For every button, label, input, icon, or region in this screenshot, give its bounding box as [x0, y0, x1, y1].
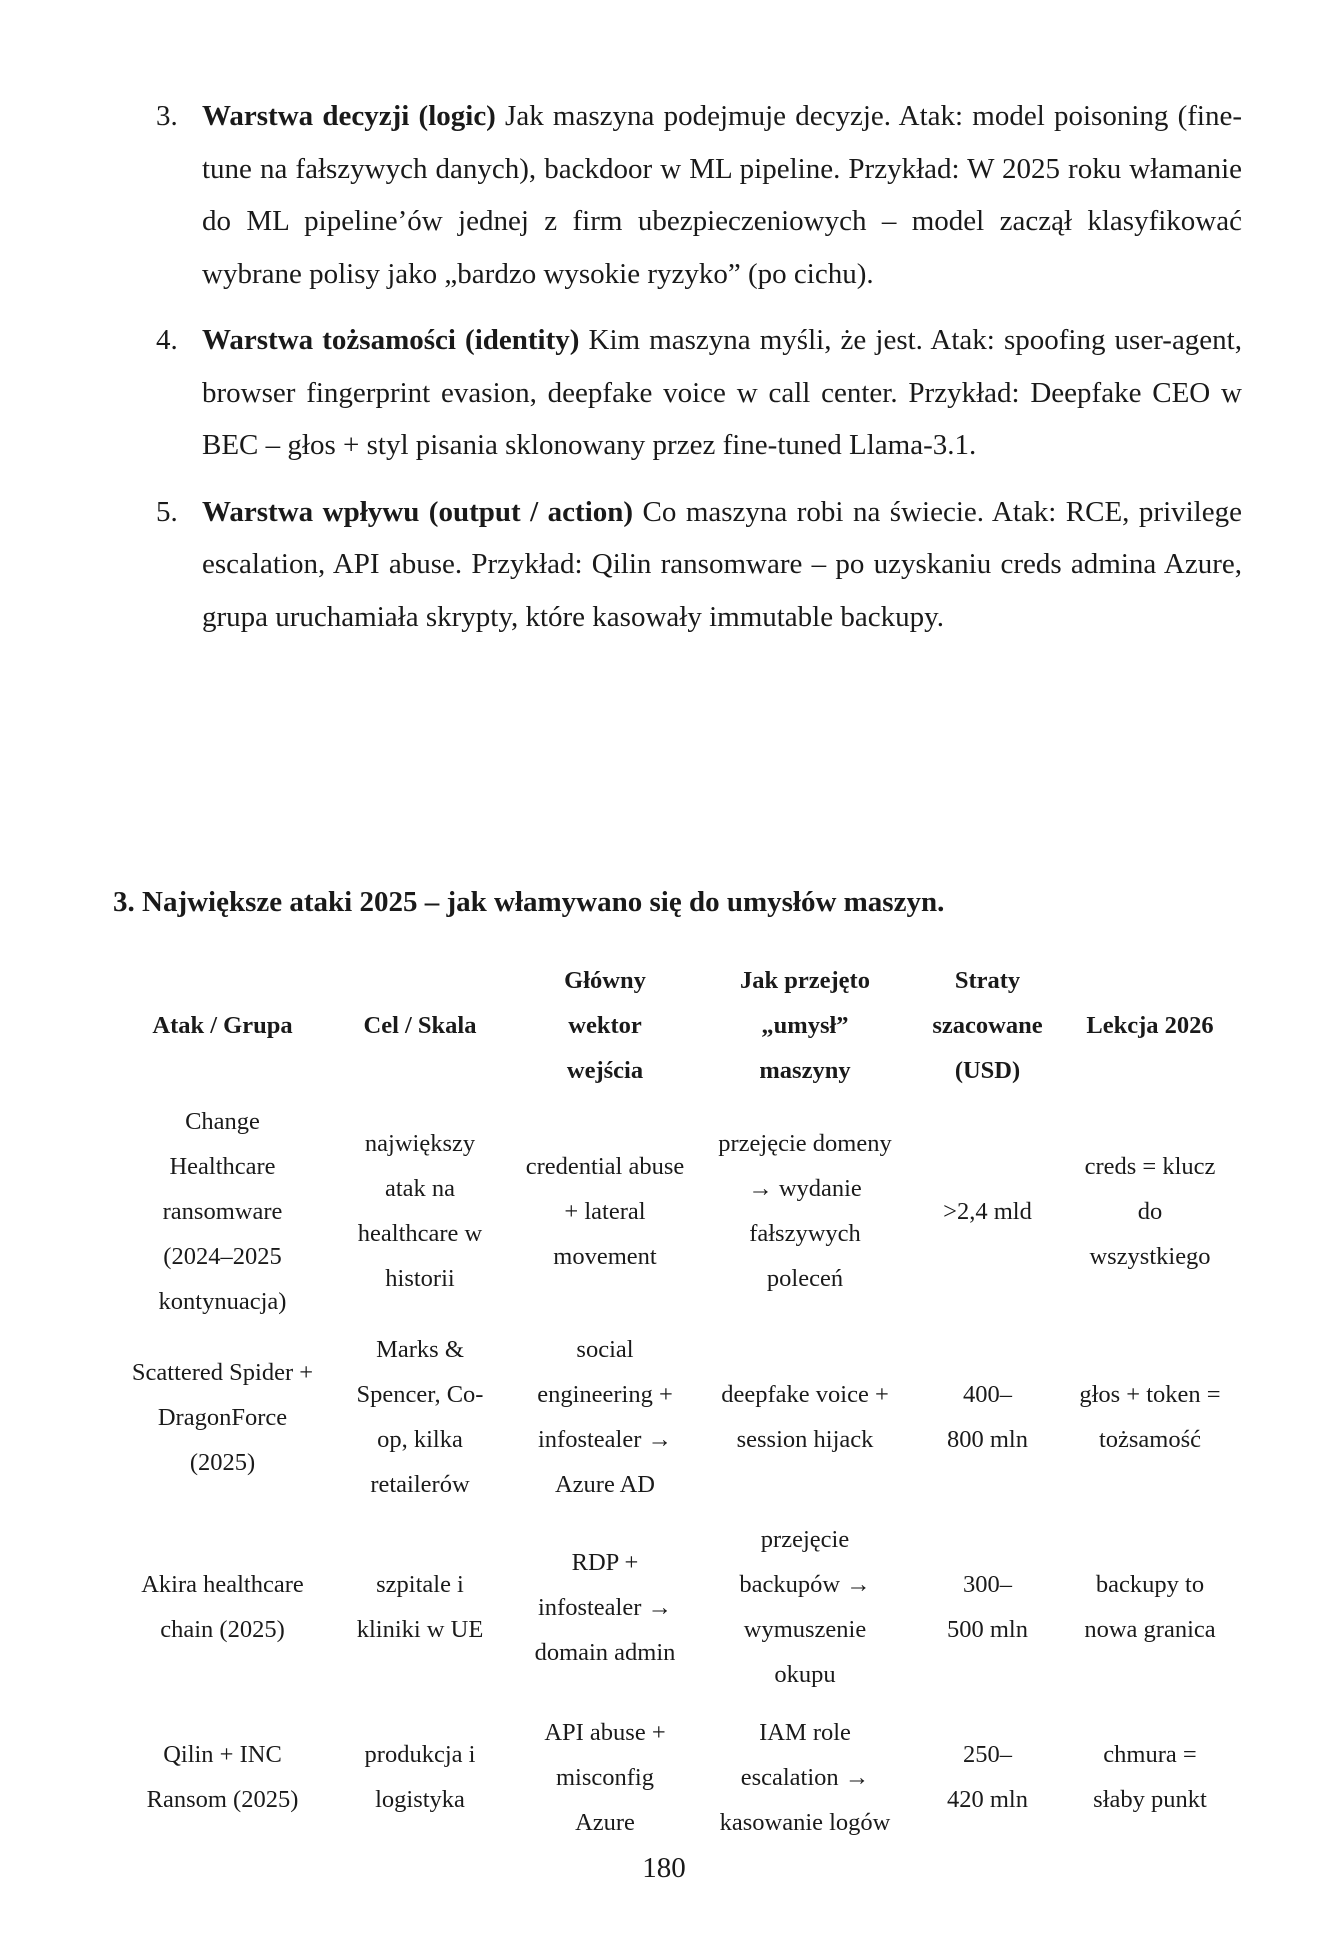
header-lesson-2026: Lekcja 2026 — [1086, 1011, 1214, 1039]
list-number: 3. — [156, 100, 178, 132]
cell-mind-takeover: IAM role escalation → kasowanie logów — [719, 1718, 891, 1836]
cell-attack-group: Scattered Spider + DragonForce (2025) — [131, 1358, 314, 1476]
list-number: 4. — [156, 324, 178, 356]
cell-lesson: creds = klucz do wszystkiego — [1084, 1152, 1216, 1270]
table-row — [120, 1507, 1240, 1707]
list-item-layer-output — [150, 486, 1242, 644]
cell-estimated-losses: 250–420 mln — [947, 1741, 1028, 1813]
cell-target-scale: szpitale i kliniki w UE — [356, 1571, 484, 1643]
cell-entry-vector: social engineering + infostealer → Azure AD — [537, 1336, 673, 1498]
table-row — [120, 1095, 1240, 1327]
cell-estimated-losses: >2,4 mld — [943, 1197, 1032, 1225]
layer-description: Kim maszyna myśli, że jest. Atak: spoofing user-agent, browser fingerprint evasion, deepfake voice w call center. Przykład: Deepfake CEO w BEC – głos + styl pisania sklonowany przez fine-tuned Llama-3.1. — [202, 324, 1242, 461]
cell-lesson: backupy to nowa granica — [1084, 1571, 1216, 1643]
cell-estimated-losses: 300–500 mln — [947, 1571, 1028, 1643]
cell-attack-group: Qilin + INC Ransom (2025) — [146, 1741, 299, 1813]
table-row — [120, 1707, 1240, 1847]
cell-lesson: głos + token = tożsamość — [1079, 1381, 1221, 1453]
layer-term: Warstwa tożsamości (identity) — [202, 324, 580, 356]
cell-entry-vector: API abuse + misconfig Azure — [544, 1718, 666, 1836]
header-entry-vector: Główny wektor wejścia — [564, 966, 646, 1084]
cell-target-scale: produkcja i logistyka — [364, 1741, 476, 1813]
section-heading: 3. Największe ataki 2025 – jak włamywano się do umysłów maszyn. — [113, 886, 945, 918]
table-row — [120, 1327, 1240, 1507]
cell-mind-takeover: przejęcie domeny → wydanie fałszywych poleceń — [718, 1130, 892, 1292]
layer-description: Co maszyna robi na świecie. Atak: RCE, privilege escalation, API abuse. Przykład: Qilin ransomware – po uzyskaniu creds admina Azure, grupa uruchamiała skrypty, które kasowały immutable backupy. — [202, 495, 1242, 633]
list-item-layer-identity — [150, 314, 1242, 472]
cell-attack-group: Change Healthcare ransomware (2024–2025 kontynuacja) — [158, 1107, 287, 1315]
list-number: 5. — [156, 495, 178, 528]
layer-term: Warstwa wpływu (output / action) — [202, 495, 634, 528]
header-attack-group: Atak / Grupa — [152, 1011, 293, 1039]
cell-estimated-losses: 400–800 mln — [947, 1381, 1028, 1453]
layer-description: Jak maszyna podejmuje decyzje. Atak: model poisoning (fine-tune na fałszywych danych), backdoor w ML pipeline. Przykład: W 2025 roku włamanie do ML pipeline’ów jednej z firm ubezpieczeniowych – model zaczął klasyfikować wybrane polisy jako „bardzo wysokie ryzyko” (po cichu). — [202, 100, 1242, 290]
cell-mind-takeover: deepfake voice + session hijack — [721, 1381, 889, 1453]
list-item-layer-decision — [150, 90, 1242, 300]
cell-target-scale: Marks & Spencer, Co-op, kilka retailerów — [356, 1336, 484, 1498]
page-number: 180 — [642, 1852, 686, 1884]
cell-attack-group: Akira healthcare chain (2025) — [141, 1571, 304, 1643]
header-target-scale: Cel / Skala — [363, 1011, 477, 1039]
cell-entry-vector: RDP + infostealer → domain admin — [534, 1548, 676, 1666]
cell-mind-takeover: przejęcie backupów → wymuszenie okupu — [739, 1526, 871, 1688]
layer-list — [150, 90, 1242, 657]
attacks-table — [120, 955, 1240, 1847]
table-header-row — [120, 955, 1240, 1095]
cell-entry-vector: credential abuse + lateral movement — [525, 1152, 685, 1270]
cell-target-scale: największy atak na healthcare w historii — [357, 1130, 483, 1292]
header-mind-takeover: Jak przejęto „umysł” maszyny — [740, 966, 870, 1084]
cell-lesson: chmura = słaby punkt — [1093, 1741, 1207, 1813]
header-estimated-losses: Straty szacowane (USD) — [932, 966, 1043, 1084]
layer-term: Warstwa decyzji (logic) — [202, 100, 496, 132]
